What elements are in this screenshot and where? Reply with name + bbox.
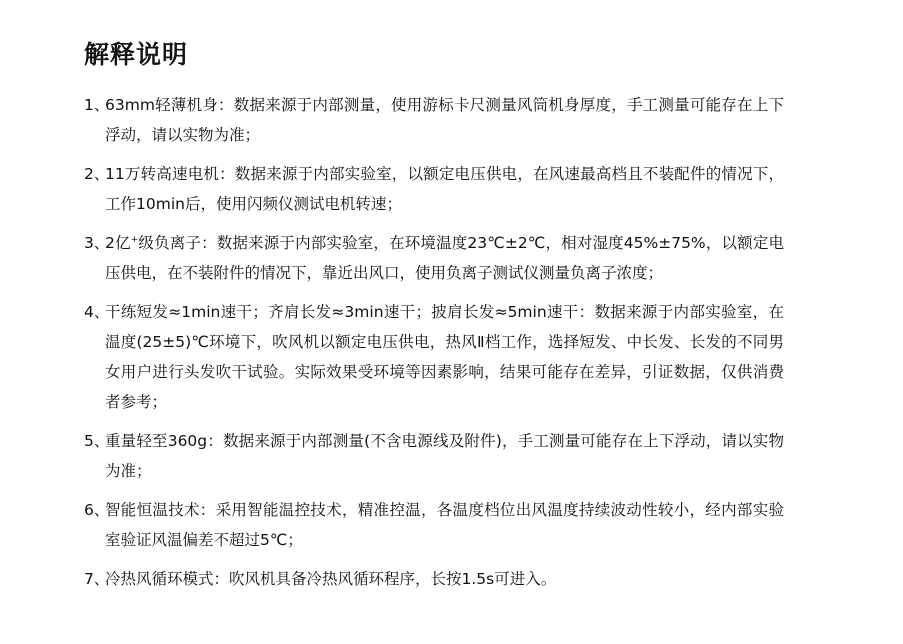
page-title: 解释说明 [84, 40, 189, 69]
list-item [84, 426, 784, 486]
list-item [84, 228, 784, 288]
note-number: 4、 [84, 303, 110, 321]
note-number: 5、 [84, 432, 110, 450]
list-item [84, 159, 784, 219]
note-number: 1、 [84, 96, 110, 114]
note-text [105, 228, 784, 288]
superscript-plus: + [130, 234, 139, 245]
note-text: 干练短发≈1min速干；齐肩长发≈3min速干；披肩长发≈5min速干：数据来源于内部实验室，在温度(25±5)℃环境下，吹风机以额定电压供电，热风Ⅱ档工作，选择短发、中长发、长发的不同男女用户进行头发吹干试验。实际效果受环境等因素影响，结果可能存在差异，引证数据，仅供消费者参考； [105, 303, 784, 411]
list-item [84, 564, 784, 594]
list-item [84, 495, 784, 555]
note-text: 重量轻至360g：数据来源于内部测量(不含电源线及附件)，手工测量可能存在上下浮动，请以实物为准； [105, 432, 784, 480]
note-number: 3、 [84, 234, 110, 252]
note-text: 11万转高速电机：数据来源于内部实验室，以额定电压供电，在风速最高档且不装配件的情况下，工作10min后，使用闪频仪测试电机转速； [105, 165, 784, 213]
note-text-start: 2亿 [105, 234, 131, 252]
note-text: 冷热风循环模式：吹风机具备冷热风循环程序，长按1.5s可进入。 [105, 570, 557, 588]
disclaimer-page [84, 38, 784, 603]
notes-list [84, 90, 784, 594]
note-text-rest: 级负离子：数据来源于内部实验室，在环境温度23℃±2℃，相对湿度45%±75%，以额定电压供电，在不装附件的情况下，靠近出风口，使用负离子测试仪测量负离子浓度； [105, 234, 784, 282]
note-number: 2、 [84, 165, 110, 183]
note-number: 7、 [84, 570, 110, 588]
list-item [84, 90, 784, 150]
list-item [84, 297, 784, 417]
note-text: 智能恒温技术：采用智能温控技术，精准控温，各温度档位出风温度持续波动性较小，经内部实验室验证风温偏差不超过5℃； [105, 501, 784, 549]
note-text: 63mm轻薄机身：数据来源于内部测量，使用游标卡尺测量风筒机身厚度，手工测量可能存在上下浮动，请以实物为准； [105, 96, 784, 144]
note-number: 6、 [84, 501, 110, 519]
